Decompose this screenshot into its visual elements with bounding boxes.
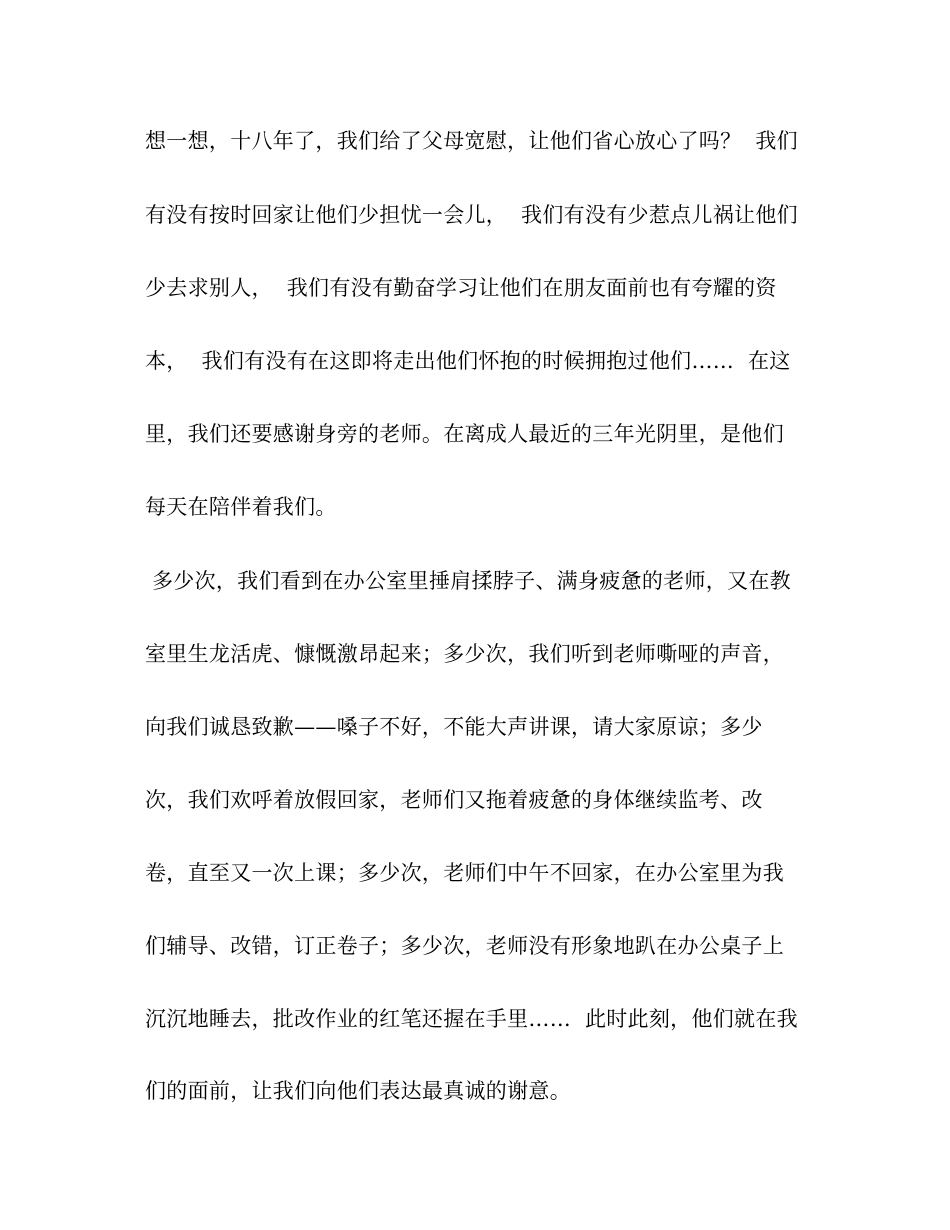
text-line: 多少次，我们看到在办公室里捶肩揉脖子、满身疲惫的老师，又在教 (145, 569, 791, 593)
text-line: 室里生龙活虎、慷慨激昂起来；多少次，我们听到老师嘶哑的声音， (145, 642, 784, 666)
text-line: 里，我们还要感谢身旁的老师。在离成人最近的三年光阴里，是他们 (145, 422, 784, 446)
text-line: 们的面前，让我们向他们表达最真诚的谢意。 (145, 1079, 571, 1103)
text-line: 沉沉地睡去，批改作业的红笔还握在手里…… 此时此刻，他们就在我 (145, 1007, 798, 1031)
text-line: 们辅导、改错，订正卷子；多少次，老师没有形象地趴在办公桌子上 (145, 934, 784, 958)
text-line: 每天在陪伴着我们。 (145, 495, 337, 519)
text-line: 有没有按时回家让他们少担忧一会儿， 我们有没有少惹点儿祸让他们 (145, 203, 798, 227)
text-line: 卷，直至又一次上课；多少次，老师们中午不回家，在办公室里为我 (145, 861, 784, 885)
text-line: 想一想，十八年了，我们给了父母宽慰，让他们省心放心了吗？ 我们 (145, 129, 798, 153)
text-line: 向我们诚恳致歉——嗓子不好，不能大声讲课，请大家原谅；多少 (145, 715, 763, 739)
text-line: 少去求别人， 我们有没有勤奋学习让他们在朋友面前也有夸耀的资 (145, 276, 777, 300)
text-line: 次，我们欢呼着放假回家，老师们又拖着疲惫的身体继续监考、改 (145, 788, 763, 812)
text-line: 本， 我们有没有在这即将走出他们怀抱的时候拥抱过他们…… 在这 (145, 349, 791, 373)
